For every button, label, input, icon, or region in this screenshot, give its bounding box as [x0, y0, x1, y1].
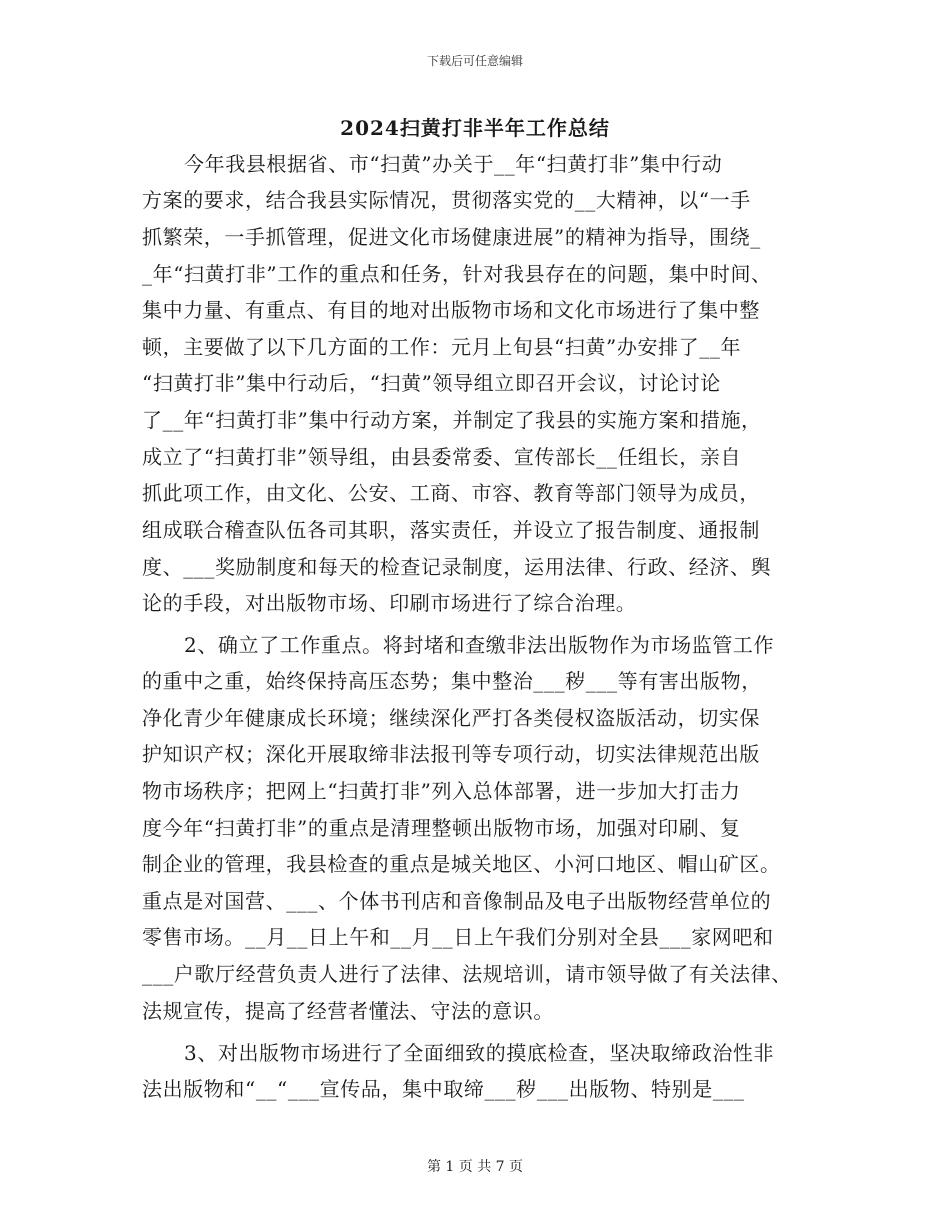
body-line: 法出版物和“__“___宣传品，集中取缔___秽___出版物、特别是___: [142, 1077, 745, 1101]
body-line: 法规宣传，提高了经营者懂法、守法的意识。: [142, 999, 554, 1023]
body-line: 顿，主要做了以下几方面的工作：元月上旬县“扫黄”办安排了__年: [142, 335, 742, 359]
body-line: 集中力量、有重点、有目的地对出版物市场和文化市场进行了集中整: [142, 298, 760, 322]
body-line: 成立了“扫黄打非”领导组，由县委常委、宣传部长__任组长，亲自: [142, 445, 742, 469]
body-line: 物市场秩序；把网上“扫黄打非”列入总体部署，进一步加大打击力: [142, 779, 741, 803]
page-number: 第 1 页 共 7 页: [426, 1159, 524, 1175]
body-line: 的重中之重，始终保持高压态势；集中整治___秽___等有害出版物，: [142, 669, 762, 693]
body-line: 了__年“扫黄打非”集中行动方案，并制定了我县的实施方案和措施，: [142, 408, 762, 432]
body-line: 组成联合稽查队伍各司其职，落实责任，并设立了报告制度、通报制: [142, 518, 760, 542]
body-line: 抓繁荣，一手抓管理，促进文化市场健康进展”的精神为指导，围绕_: [142, 225, 761, 249]
body-line: 零售市场。__月__日上午和__月__日上午我们分别对全县___家网吧和: [142, 925, 774, 949]
body-line: “扫黄打非”集中行动后，“扫黄”领导组立即召开会议，讨论讨论: [142, 371, 721, 395]
body-line: 制企业的管理，我县检查的重点是城关地区、小河口地区、帽山矿区。: [142, 852, 781, 876]
body-line: 度、___奖励制度和每天的检查记录制度，运用法律、行政、经济、舆: [142, 555, 772, 579]
document-title: 2024扫黄打非半年工作总结: [340, 116, 610, 140]
body-line: 方案的要求，结合我县实际情况，贯彻落实党的__大精神，以“一手: [142, 188, 751, 212]
body-line: _年“扫黄打非”工作的重点和任务，针对我县存在的问题，集中时间、: [142, 262, 772, 286]
body-line: 护知识产权；深化开展取缔非法报刊等专项行动，切实法律规范出版: [142, 742, 760, 766]
body-line: 今年我县根据省、市“扫黄”办关于__年“扫黄打非”集中行动: [184, 152, 723, 176]
body-line: 论的手段，对出版物市场、印刷市场进行了综合治理。: [142, 591, 637, 615]
body-line: 3、对出版物市场进行了全面细致的摸底检查，坚决取缔政治性非: [184, 1041, 775, 1065]
body-line: 抓此项工作，由文化、公安、工商、市容、教育等部门领导为成员，: [142, 481, 760, 505]
header-note: 下载后可任意编辑: [426, 54, 523, 68]
body-line: 2、确立了工作重点。将封堵和查缴非法出版物作为市场监管工作: [184, 633, 775, 657]
body-line: 度今年“扫黄打非”的重点是清理整顿出版物市场，加强对印刷、复: [142, 816, 741, 840]
body-line: 净化青少年健康成长环境；继续深化严打各类侵权盗版活动，切实保: [142, 706, 760, 730]
body-line: 重点是对国营、___、个体书刊店和音像制品及电子出版物经营单位的: [142, 889, 772, 913]
body-line: ___户歌厅经营负责人进行了法律、法规培训，请市领导做了有关法律、: [142, 962, 792, 986]
